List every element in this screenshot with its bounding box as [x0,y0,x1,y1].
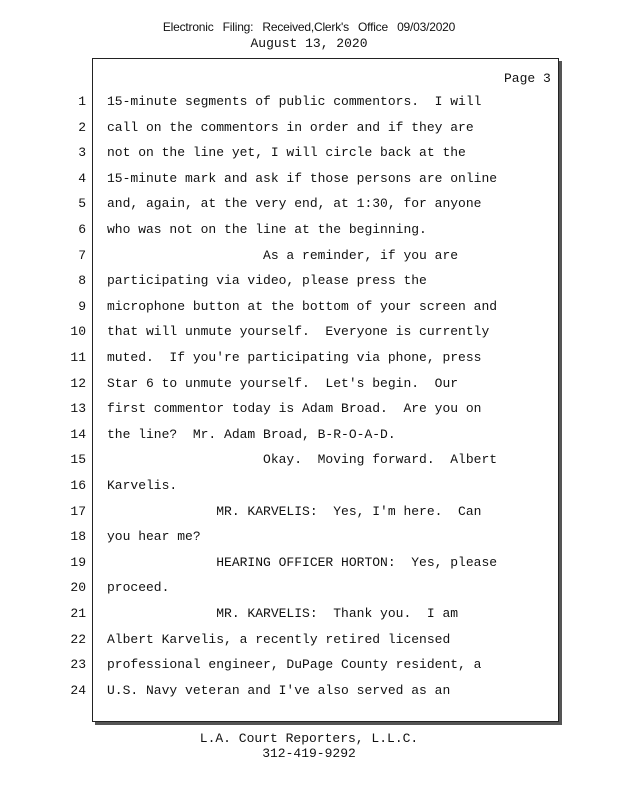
line-text: MR. KARVELIS: Thank you. I am [107,606,459,621]
line-number: 14 [70,426,86,442]
footer [0,731,618,761]
line-text: muted. If you're participating via phone, press [107,350,482,365]
line-number: 4 [78,170,86,186]
line-text: U.S. Navy veteran and I've also served as an [107,682,451,698]
line-number: 16 [70,478,86,493]
transcript-line [0,294,618,320]
line-text: microphone button at the bottom of your screen and [107,298,498,314]
transcript-line [0,627,618,653]
line-number: 20 [70,580,86,596]
transcript-line [0,601,618,627]
transcript-line [0,217,618,243]
line-text: 15-minute segments of public commentors. I will [107,94,482,109]
line-number: 21 [70,606,86,621]
transcript-line [0,371,618,397]
line-text: the line? Mr. Adam Broad, B-R-O-A-D. [107,426,396,442]
line-text: participating via video, please press the [107,273,427,289]
line-number: 9 [78,298,86,314]
line-text: MR. KARVELIS: Yes, I'm here. Can [107,503,482,519]
line-text: Karvelis. [107,478,178,493]
line-number: 3 [78,145,86,161]
transcript-line [0,319,618,345]
line-number: 7 [78,247,86,263]
line-number: 5 [78,196,86,212]
transcript-line [0,396,618,422]
transcript-line [0,268,618,294]
line-number: 10 [70,324,86,340]
transcript-line [0,524,618,550]
line-text: Okay. Moving forward. Albert [107,452,498,468]
transcript-line [0,166,618,192]
line-text: and, again, at the very end, at 1:30, for anyone [107,196,482,212]
transcript-line [0,550,618,576]
line-text: you hear me? [107,529,201,545]
transcript-line [0,345,618,371]
transcript-line [0,115,618,141]
transcript-line [0,140,618,166]
line-text: that will unmute yourself. Everyone is currently [107,324,490,340]
line-number: 24 [70,682,86,698]
line-number: 22 [70,631,86,647]
filing-stamp: Electronic Filing: Received,Clerk's Office 09/03/2020 [162,20,456,34]
reporter-company: L.A. Court Reporters, L.L.C. [199,731,419,746]
transcript-line [0,447,618,473]
transcript-line [0,473,618,499]
line-number: 2 [78,119,86,135]
line-text: who was not on the line at the beginning. [107,222,427,237]
transcript-line [0,678,618,704]
transcript-line [0,575,618,601]
line-number: 1 [78,94,86,109]
line-number: 13 [70,401,86,417]
line-number: 15 [70,452,86,468]
line-text: not on the line yet, I will circle back at the [107,145,466,161]
reporter-phone: 312-419-9292 [262,746,356,761]
line-text: Star 6 to unmute yourself. Let's begin. Our [107,375,459,391]
line-text: Albert Karvelis, a recently retired licensed [107,631,451,647]
transcript-line [0,243,618,269]
line-text: proceed. [107,580,170,596]
line-number: 6 [78,222,86,237]
line-number: 11 [70,350,86,365]
line-number: 8 [78,273,86,289]
line-number: 12 [70,375,86,391]
transcript-line [0,422,618,448]
transcript-line [0,499,618,525]
page-number: Page 3 [504,71,551,86]
line-text: first commentor today is Adam Broad. Are you on [107,401,482,417]
line-number: 17 [70,503,86,519]
line-text: HEARING OFFICER HORTON: Yes, please [107,554,498,570]
transcript-line [0,652,618,678]
line-number: 18 [70,529,86,545]
transcript-line [0,191,618,217]
line-number: 19 [70,554,86,570]
line-number: 23 [70,657,86,673]
line-text: call on the commentors in order and if they are [107,119,474,135]
line-text: professional engineer, DuPage County resident, a [107,657,482,673]
transcript-date: August 13, 2020 [250,36,368,51]
line-text: As a reminder, if you are [107,247,459,263]
transcript-line [0,89,618,115]
line-text: 15-minute mark and ask if those persons are online [107,170,498,186]
